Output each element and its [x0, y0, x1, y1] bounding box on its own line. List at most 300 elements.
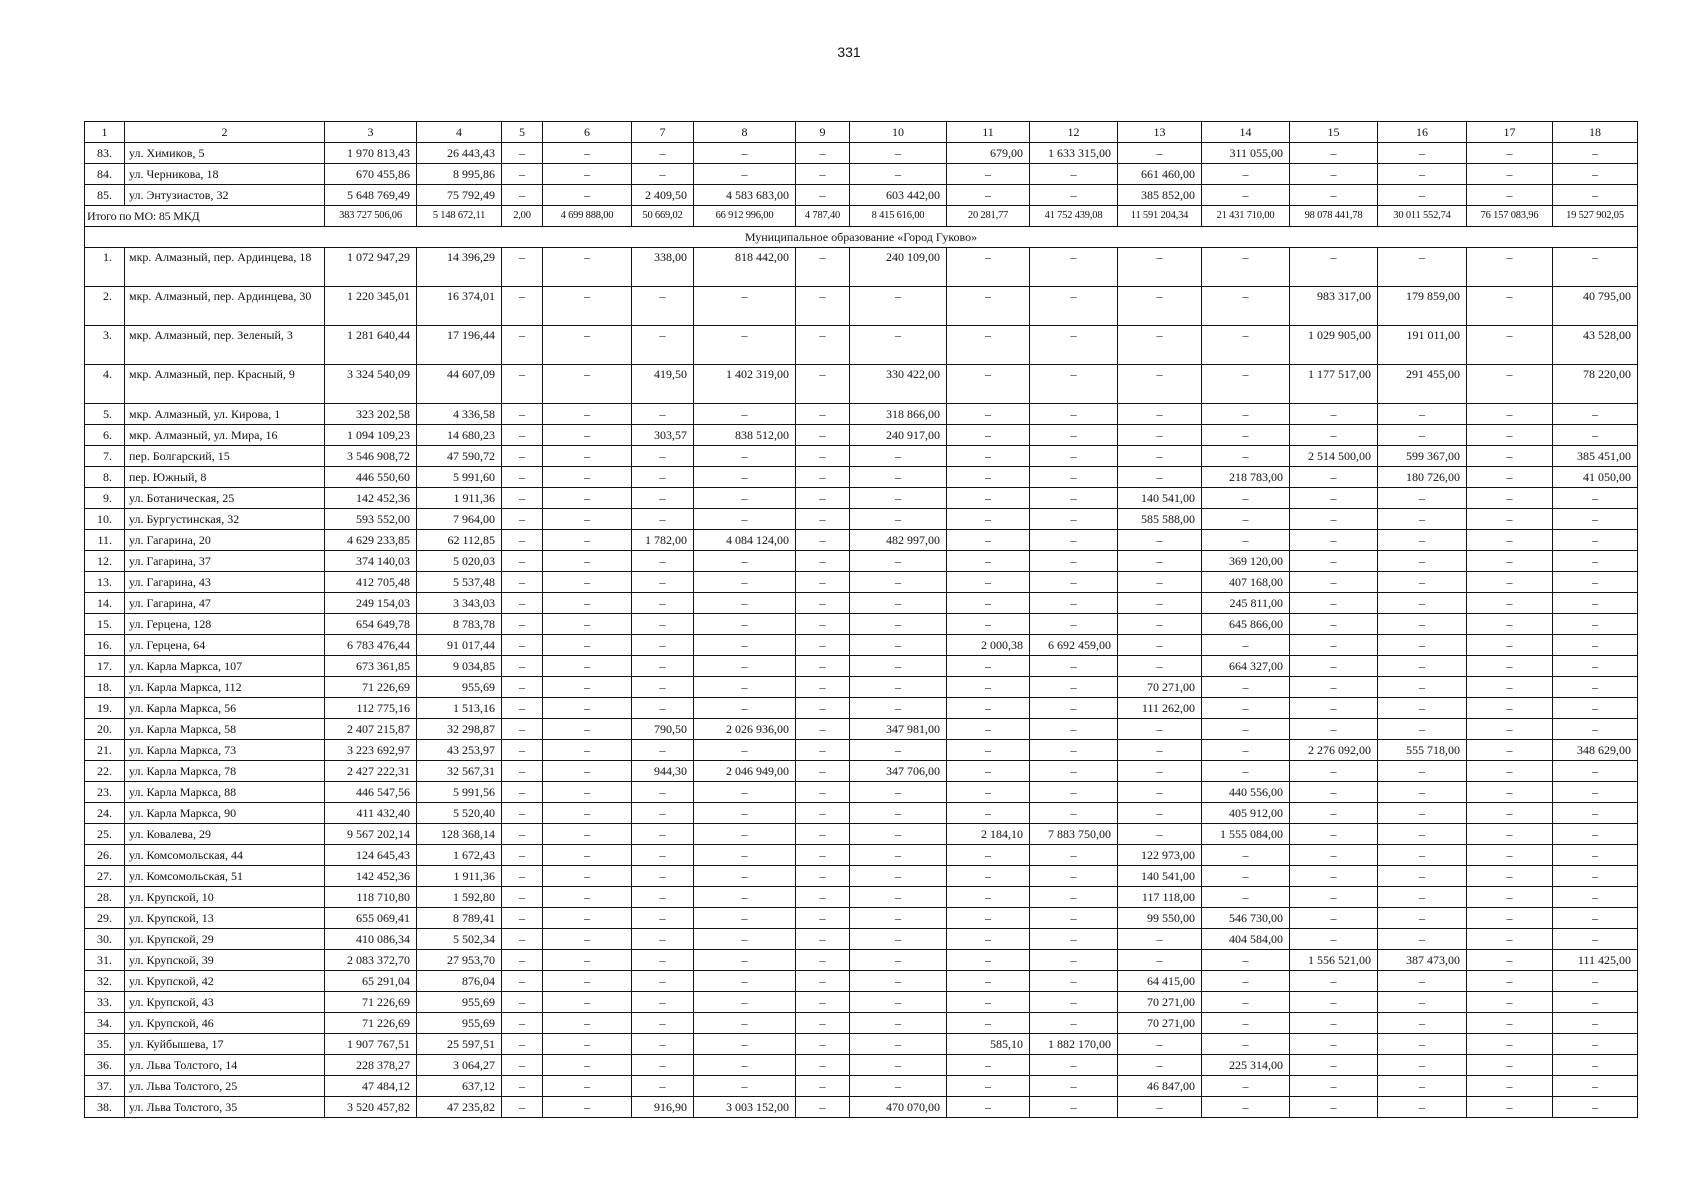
value-cell: – [1290, 908, 1378, 929]
column-number-cell: 2 [125, 122, 325, 143]
value-cell: – [1378, 1055, 1467, 1076]
value-cell: – [947, 1076, 1030, 1097]
value-cell: – [850, 614, 947, 635]
value-cell: – [1118, 287, 1202, 326]
value-cell: 8 789,41 [417, 908, 502, 929]
table-row [85, 1034, 1638, 1055]
value-cell: – [947, 908, 1030, 929]
value-cell: – [1553, 845, 1638, 866]
value-cell: – [632, 698, 694, 719]
value-cell: – [796, 164, 850, 185]
value-cell: – [850, 446, 947, 467]
value-cell: 1 556 521,00 [1290, 950, 1378, 971]
row-number: 29. [85, 908, 125, 929]
value-cell: – [694, 593, 796, 614]
row-number: 12. [85, 551, 125, 572]
value-cell: – [1290, 143, 1378, 164]
value-cell: 2 276 092,00 [1290, 740, 1378, 761]
address-cell: мкр. Алмазный, пер. Красный, 9 [125, 365, 325, 404]
value-cell: – [543, 908, 632, 929]
value-cell: 876,04 [417, 971, 502, 992]
row-number: 13. [85, 572, 125, 593]
value-cell: – [947, 1013, 1030, 1034]
value-cell: 585,10 [947, 1034, 1030, 1055]
value-cell: – [632, 488, 694, 509]
value-cell: – [796, 530, 850, 551]
value-cell: 7 964,00 [417, 509, 502, 530]
value-cell: – [502, 761, 543, 782]
value-cell: 64 415,00 [1118, 971, 1202, 992]
value-cell: – [1290, 992, 1378, 1013]
address-cell: ул. Куйбышева, 17 [125, 1034, 325, 1055]
value-cell: – [1290, 845, 1378, 866]
value-cell: – [694, 404, 796, 425]
value-cell: – [543, 866, 632, 887]
value-cell: – [796, 1013, 850, 1034]
value-cell: 5 502,34 [417, 929, 502, 950]
value-cell: – [1202, 761, 1290, 782]
value-cell: – [796, 761, 850, 782]
total-value-cell: 20 281,77 [947, 206, 1030, 227]
value-cell: 470 070,00 [850, 1097, 947, 1118]
value-cell: – [796, 803, 850, 824]
value-cell: – [1378, 185, 1467, 206]
value-cell: – [1378, 425, 1467, 446]
value-cell: 2 083 372,70 [325, 950, 417, 971]
value-cell: 419,50 [632, 365, 694, 404]
value-cell: 5 648 769,49 [325, 185, 417, 206]
value-cell: – [1553, 488, 1638, 509]
value-cell: 374 140,03 [325, 551, 417, 572]
value-cell: 311 055,00 [1202, 143, 1290, 164]
value-cell: – [850, 1034, 947, 1055]
value-cell: – [947, 656, 1030, 677]
value-cell: – [850, 1013, 947, 1034]
value-cell: – [796, 950, 850, 971]
address-cell: ул. Крупской, 13 [125, 908, 325, 929]
value-cell: – [1290, 467, 1378, 488]
value-cell: – [543, 446, 632, 467]
value-cell: 593 552,00 [325, 509, 417, 530]
value-cell: – [1118, 446, 1202, 467]
row-number: 8. [85, 467, 125, 488]
value-cell: – [1118, 740, 1202, 761]
value-cell: – [796, 698, 850, 719]
section-title: Муниципальное образование «Город Гуково» [85, 227, 1638, 248]
value-cell: – [1030, 971, 1118, 992]
table-row [85, 467, 1638, 488]
value-cell: – [632, 404, 694, 425]
value-cell: – [1467, 971, 1553, 992]
value-cell: 5 520,40 [417, 803, 502, 824]
address-cell: ул. Химиков, 5 [125, 143, 325, 164]
value-cell: – [502, 287, 543, 326]
value-cell: – [947, 782, 1030, 803]
value-cell: – [1290, 656, 1378, 677]
value-cell: – [796, 719, 850, 740]
value-cell: 8 995,86 [417, 164, 502, 185]
value-cell: – [1030, 404, 1118, 425]
value-cell: – [1378, 971, 1467, 992]
row-number: 15. [85, 614, 125, 635]
row-number: 85. [85, 185, 125, 206]
address-cell: ул. Бургустинская, 32 [125, 509, 325, 530]
value-cell: – [1553, 635, 1638, 656]
row-number: 84. [85, 164, 125, 185]
value-cell: – [502, 404, 543, 425]
value-cell: – [1378, 992, 1467, 1013]
value-cell: – [543, 1013, 632, 1034]
total-value-cell: 383 727 506,06 [325, 206, 417, 227]
table-row [85, 248, 1638, 287]
table-row [85, 656, 1638, 677]
value-cell: 112 775,16 [325, 698, 417, 719]
value-cell: – [1030, 719, 1118, 740]
row-number: 34. [85, 1013, 125, 1034]
address-cell: мкр. Алмазный, ул. Мира, 16 [125, 425, 325, 446]
value-cell: – [1467, 719, 1553, 740]
value-cell: 142 452,36 [325, 866, 417, 887]
value-cell: – [850, 143, 947, 164]
value-cell: – [796, 971, 850, 992]
value-cell: – [796, 782, 850, 803]
value-cell: – [502, 824, 543, 845]
value-cell: – [796, 740, 850, 761]
total-value-cell: 8 415 616,00 [850, 206, 947, 227]
value-cell: – [543, 404, 632, 425]
value-cell: – [632, 1076, 694, 1097]
value-cell: – [543, 656, 632, 677]
table-row [85, 425, 1638, 446]
value-cell: – [1467, 824, 1553, 845]
value-cell: – [632, 572, 694, 593]
value-cell: – [947, 740, 1030, 761]
value-cell: – [1467, 248, 1553, 287]
value-cell: – [1030, 572, 1118, 593]
value-cell: – [632, 656, 694, 677]
value-cell: – [1202, 950, 1290, 971]
value-cell: 71 226,69 [325, 1013, 417, 1034]
value-cell: – [694, 908, 796, 929]
value-cell: – [947, 761, 1030, 782]
value-cell: 2 427 222,31 [325, 761, 417, 782]
value-cell: – [947, 1055, 1030, 1076]
column-number-cell: 5 [502, 122, 543, 143]
value-cell: – [1467, 929, 1553, 950]
value-cell: 70 271,00 [1118, 992, 1202, 1013]
value-cell: 191 011,00 [1378, 326, 1467, 365]
column-number-cell: 16 [1378, 122, 1467, 143]
address-cell: ул. Крупской, 43 [125, 992, 325, 1013]
value-cell: – [1202, 1076, 1290, 1097]
value-cell: – [1378, 248, 1467, 287]
address-cell: ул. Гагарина, 20 [125, 530, 325, 551]
value-cell: 240 109,00 [850, 248, 947, 287]
row-number: 23. [85, 782, 125, 803]
row-number: 21. [85, 740, 125, 761]
value-cell: – [1118, 593, 1202, 614]
value-cell: – [502, 803, 543, 824]
budget-table [84, 121, 1638, 1118]
value-cell: – [796, 572, 850, 593]
value-cell: – [1553, 887, 1638, 908]
value-cell: – [543, 143, 632, 164]
value-cell: – [502, 929, 543, 950]
value-cell: – [1467, 593, 1553, 614]
table-row [85, 530, 1638, 551]
value-cell: 637,12 [417, 1076, 502, 1097]
value-cell: – [694, 782, 796, 803]
value-cell: – [1030, 698, 1118, 719]
total-value-cell: 2,00 [502, 206, 543, 227]
value-cell: – [796, 185, 850, 206]
table-row [85, 761, 1638, 782]
value-cell: – [1290, 572, 1378, 593]
value-cell: – [502, 656, 543, 677]
value-cell: – [632, 164, 694, 185]
value-cell: 338,00 [632, 248, 694, 287]
value-cell: – [632, 1013, 694, 1034]
value-cell: 47 590,72 [417, 446, 502, 467]
total-value-cell: 30 011 552,74 [1378, 206, 1467, 227]
value-cell: – [1030, 992, 1118, 1013]
value-cell: – [1467, 677, 1553, 698]
value-cell: 1 911,36 [417, 866, 502, 887]
value-cell: 412 705,48 [325, 572, 417, 593]
value-cell: – [947, 446, 1030, 467]
column-number-cell: 12 [1030, 122, 1118, 143]
value-cell: 5 991,56 [417, 782, 502, 803]
column-number-cell: 17 [1467, 122, 1553, 143]
value-cell: – [1030, 740, 1118, 761]
value-cell: – [543, 425, 632, 446]
value-cell: – [1378, 143, 1467, 164]
value-cell: – [1202, 248, 1290, 287]
value-cell: 2 514 500,00 [1290, 446, 1378, 467]
value-cell: – [502, 143, 543, 164]
row-number: 3. [85, 326, 125, 365]
value-cell: – [543, 761, 632, 782]
value-cell: – [502, 614, 543, 635]
value-cell: 70 271,00 [1118, 1013, 1202, 1034]
value-cell: – [947, 530, 1030, 551]
value-cell: – [850, 845, 947, 866]
value-cell: 6 692 459,00 [1030, 635, 1118, 656]
value-cell: – [947, 929, 1030, 950]
value-cell: – [850, 467, 947, 488]
value-cell: – [502, 185, 543, 206]
value-cell: 46 847,00 [1118, 1076, 1202, 1097]
value-cell: 6 783 476,44 [325, 635, 417, 656]
value-cell: 330 422,00 [850, 365, 947, 404]
value-cell: 17 196,44 [417, 326, 502, 365]
value-cell: – [796, 287, 850, 326]
value-cell: – [543, 971, 632, 992]
value-cell: – [850, 287, 947, 326]
value-cell: – [1290, 614, 1378, 635]
value-cell: – [632, 446, 694, 467]
value-cell: – [796, 908, 850, 929]
total-row [85, 206, 1638, 227]
row-number: 25. [85, 824, 125, 845]
value-cell: 26 443,43 [417, 143, 502, 164]
value-cell: – [947, 698, 1030, 719]
value-cell: – [1030, 551, 1118, 572]
table-row [85, 950, 1638, 971]
value-cell: – [543, 509, 632, 530]
value-cell: – [1118, 656, 1202, 677]
value-cell: 790,50 [632, 719, 694, 740]
value-cell: – [1553, 551, 1638, 572]
value-cell: – [1467, 551, 1553, 572]
total-value-cell: 4 699 888,00 [543, 206, 632, 227]
value-cell: – [850, 803, 947, 824]
value-cell: – [1290, 593, 1378, 614]
value-cell: – [1378, 551, 1467, 572]
value-cell: – [1118, 719, 1202, 740]
value-cell: – [1553, 530, 1638, 551]
value-cell: – [850, 950, 947, 971]
table-row [85, 551, 1638, 572]
value-cell: – [1378, 635, 1467, 656]
value-cell: 4 629 233,85 [325, 530, 417, 551]
value-cell: 71 226,69 [325, 992, 417, 1013]
value-cell: – [796, 677, 850, 698]
table-row [85, 1097, 1638, 1118]
value-cell: – [796, 845, 850, 866]
value-cell: – [502, 1097, 543, 1118]
value-cell: 111 262,00 [1118, 698, 1202, 719]
value-cell: – [850, 992, 947, 1013]
value-cell: – [1118, 365, 1202, 404]
value-cell: – [694, 467, 796, 488]
address-cell: ул. Льва Толстого, 35 [125, 1097, 325, 1118]
value-cell: – [1467, 1097, 1553, 1118]
value-cell: – [1290, 719, 1378, 740]
address-cell: мкр. Алмазный, пер. Зеленый, 3 [125, 326, 325, 365]
value-cell: – [947, 164, 1030, 185]
table-row [85, 164, 1638, 185]
value-cell: – [1378, 404, 1467, 425]
value-cell: 1 029 905,00 [1290, 326, 1378, 365]
value-cell: 32 567,31 [417, 761, 502, 782]
row-number: 11. [85, 530, 125, 551]
value-cell: – [543, 530, 632, 551]
value-cell: 670 455,86 [325, 164, 417, 185]
value-cell: – [543, 248, 632, 287]
value-cell: – [502, 698, 543, 719]
value-cell: – [796, 425, 850, 446]
value-cell: 348 629,00 [1553, 740, 1638, 761]
value-cell: – [1378, 761, 1467, 782]
value-cell: – [1202, 1034, 1290, 1055]
value-cell: – [632, 593, 694, 614]
value-cell: – [1118, 425, 1202, 446]
value-cell: – [1553, 572, 1638, 593]
value-cell: – [1202, 287, 1290, 326]
value-cell: – [694, 845, 796, 866]
table-row [85, 509, 1638, 530]
value-cell: – [543, 698, 632, 719]
value-cell: – [543, 1076, 632, 1097]
value-cell: – [543, 572, 632, 593]
table-row [85, 992, 1638, 1013]
value-cell: – [1467, 992, 1553, 1013]
column-number-cell: 8 [694, 122, 796, 143]
address-cell: ул. Крупской, 46 [125, 1013, 325, 1034]
value-cell: – [1553, 824, 1638, 845]
value-cell: – [796, 1097, 850, 1118]
value-cell: – [850, 908, 947, 929]
value-cell: – [1290, 929, 1378, 950]
value-cell: – [947, 326, 1030, 365]
value-cell: – [796, 614, 850, 635]
column-number-cell: 9 [796, 122, 850, 143]
value-cell: – [1290, 761, 1378, 782]
value-cell: 482 997,00 [850, 530, 947, 551]
value-cell: – [1202, 530, 1290, 551]
value-cell: 2 409,50 [632, 185, 694, 206]
value-cell: – [1467, 782, 1553, 803]
value-cell: 41 050,00 [1553, 467, 1638, 488]
value-cell: 661 460,00 [1118, 164, 1202, 185]
row-number: 18. [85, 677, 125, 698]
value-cell: 645 866,00 [1202, 614, 1290, 635]
table-row [85, 446, 1638, 467]
value-cell: – [1467, 326, 1553, 365]
address-cell: ул. Энтузиастов, 32 [125, 185, 325, 206]
value-cell: – [1290, 635, 1378, 656]
value-cell: 43 528,00 [1553, 326, 1638, 365]
value-cell: – [1467, 185, 1553, 206]
value-cell: – [947, 425, 1030, 446]
value-cell: 25 597,51 [417, 1034, 502, 1055]
value-cell: 122 973,00 [1118, 845, 1202, 866]
value-cell: – [502, 326, 543, 365]
value-cell: – [694, 509, 796, 530]
value-cell: – [1467, 488, 1553, 509]
row-number: 9. [85, 488, 125, 509]
value-cell: – [694, 677, 796, 698]
value-cell: – [1378, 719, 1467, 740]
row-number: 33. [85, 992, 125, 1013]
value-cell: – [1290, 866, 1378, 887]
table-row [85, 677, 1638, 698]
value-cell: 40 795,00 [1553, 287, 1638, 326]
value-cell: – [694, 971, 796, 992]
value-cell: 3 064,27 [417, 1055, 502, 1076]
value-cell: 218 783,00 [1202, 467, 1290, 488]
total-value-cell: 66 912 996,00 [694, 206, 796, 227]
value-cell: 446 550,60 [325, 467, 417, 488]
value-cell: – [1118, 1034, 1202, 1055]
value-cell: 240 917,00 [850, 425, 947, 446]
value-cell: 838 512,00 [694, 425, 796, 446]
section-row [85, 227, 1638, 248]
value-cell: – [796, 635, 850, 656]
value-cell: 1 882 170,00 [1030, 1034, 1118, 1055]
value-cell: 916,90 [632, 1097, 694, 1118]
value-cell: 4 084 124,00 [694, 530, 796, 551]
column-number-cell: 14 [1202, 122, 1290, 143]
value-cell: – [1118, 950, 1202, 971]
value-cell: – [1467, 950, 1553, 971]
value-cell: – [1030, 326, 1118, 365]
value-cell: – [1290, 971, 1378, 992]
value-cell: – [1118, 635, 1202, 656]
value-cell: – [796, 866, 850, 887]
value-cell: – [543, 845, 632, 866]
